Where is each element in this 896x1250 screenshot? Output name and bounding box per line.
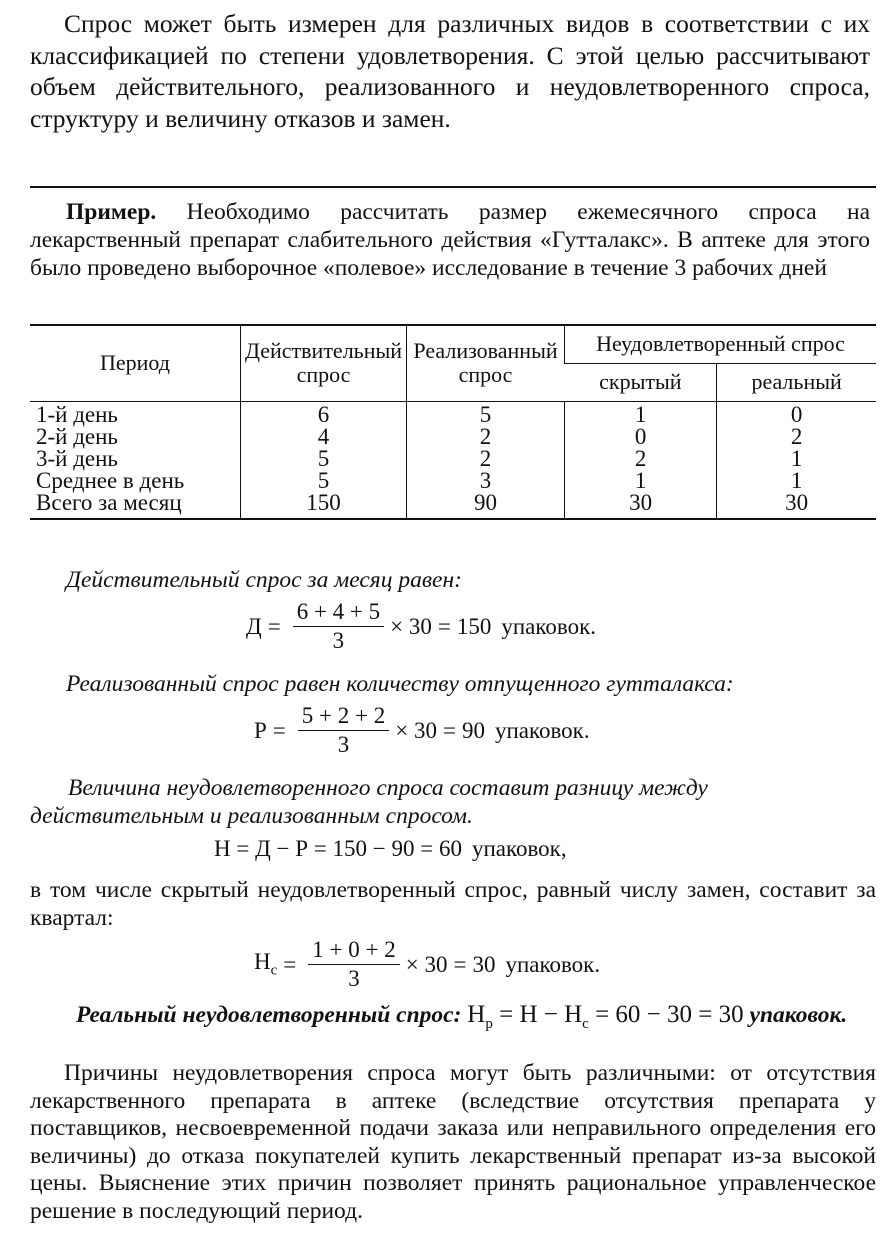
fraction-denominator: 3 — [337, 732, 350, 757]
unsatisfied-demand-formula — [214, 836, 567, 862]
real-demand-lead: Реальный неудовлетворенный спрос: — [76, 1002, 462, 1028]
example-paragraph — [30, 198, 870, 282]
header-real: реальный — [717, 363, 876, 401]
real-column — [717, 401, 876, 519]
actual-column — [240, 401, 406, 519]
table-cell: Среднее в день — [36, 467, 185, 493]
table-cell: 4 — [317, 423, 330, 449]
realized-demand-caption: Реализованный спрос равен количеству отпущенного гутталакса: — [66, 671, 734, 697]
period-column — [30, 401, 240, 519]
formula-multiplier: × 30 — [390, 613, 432, 639]
formula-fraction — [293, 600, 384, 653]
formula-result: 30 — [472, 951, 496, 977]
fraction-denominator: 3 — [348, 966, 360, 991]
realized-column — [407, 401, 565, 519]
table-cell: 3 — [479, 467, 492, 493]
formula-multiplier: × 30 — [405, 951, 448, 977]
table-cell: 1 — [790, 445, 803, 471]
table-cell: 1 — [634, 467, 647, 493]
formula-expression: Н = Д − Р = 150 − 90 = 60 — [214, 836, 462, 861]
table-cell: 1 — [634, 401, 647, 427]
formula-unit: упаковок. — [505, 951, 601, 977]
formula-result: 150 — [456, 613, 492, 639]
table-cell: 2 — [479, 445, 492, 471]
formula-result: 90 — [461, 717, 485, 743]
fraction-numerator: 6 + 4 + 5 — [293, 600, 384, 627]
real-demand-formula: $Н_р = Н - Н_с = 60 - 30 = 30$ — [467, 1001, 744, 1032]
header-hidden: скрытый — [564, 363, 716, 401]
fraction-numerator: 5 + 2 + 2 — [298, 704, 389, 731]
table-cell: 5 — [317, 445, 330, 471]
formula-unit: упаковок. — [494, 717, 590, 743]
header-realized: Реализованный спрос — [407, 325, 565, 401]
actual-demand-formula: Д = $\frac{6 + 4 + 5}{3}$ × 30 = 150 упаковок. — [246, 599, 597, 653]
formula-lhs: $Н_с$ — [254, 949, 278, 979]
table-cell: 2 — [634, 445, 647, 471]
table-cell: 150 — [306, 489, 341, 515]
intro-paragraph: Спрос может быть измерен для различных видов в соответствии с их классификацией по степени удовлетворения. С этой целью рассчитывают объем действительного, реализованного и неудовлетворенного спроса, структуру и величину отказов и замен. — [30, 9, 870, 133]
table-cell: 0 — [790, 401, 803, 427]
table-cell: 1 — [790, 467, 803, 493]
table-cell: 1-й день — [36, 401, 118, 427]
header-unsatisfied: Неудовлетворенный спрос — [564, 325, 876, 363]
realized-demand-formula: Р = $\frac{5 + 2 + 2}{3}$ × 30 = 90 упаковок. — [254, 703, 590, 757]
table-cell: 5 — [479, 401, 492, 427]
table-cell: 30 — [629, 489, 653, 515]
table-cell: 6 — [317, 401, 330, 427]
formula-unit: упаковок, — [471, 836, 567, 861]
table-cell: 2 — [790, 423, 803, 449]
table-cell: 0 — [634, 423, 647, 449]
hidden-column — [564, 401, 716, 519]
formula-multiplier: × 30 — [395, 717, 437, 743]
table-cell: 90 — [474, 489, 498, 515]
table-cell: 30 — [785, 489, 809, 515]
fraction-denominator: 3 — [332, 628, 345, 653]
formula-lhs: Р — [254, 717, 267, 743]
table-cell: 2 — [479, 423, 492, 449]
table-cell: 2-й день — [36, 423, 118, 449]
table-cell: Всего за месяц — [36, 489, 182, 515]
table-cell: 5 — [317, 467, 330, 493]
hidden-demand-formula: $Н_с$ = $\frac{1 + 0 + 2}{3}$ × 30 = 30 упаковок. — [254, 937, 601, 991]
hidden-demand-text: в том числе скрытый неудовлетворенный спрос, равный числу замен, составит за квартал: — [30, 877, 876, 931]
section-divider — [30, 186, 876, 188]
formula-unit: упаковок. — [501, 613, 597, 639]
example-lead: Пример. — [66, 199, 157, 225]
real-demand-unit: упаковок. — [749, 1002, 848, 1028]
causes-paragraph: Причины неудовлетворения спроса могут быть различными: от отсутствия лекарственного препарата в аптеке (вследствие отсутствия препарата у поставщиков, несвоевременной подачи заказа или неправильного определения его величины) до отказа покупателей купить лекарственный препарат из-за высокой цены. Выяснение этих причин позволяет принять рациональное управленческое решение в последующий период. — [30, 1060, 876, 1224]
fraction-numerator: 1 + 0 + 2 — [308, 938, 399, 965]
real-demand-paragraph — [30, 1000, 876, 1039]
example-text: Необходимо рассчитать размер ежемесячного спроса на лекарственный препарат слабительного действия «Гутталакс». В аптеке для этого было проведено выборочное «полевое» исследование в течение 3 рабочих дней — [30, 199, 871, 281]
actual-demand-caption: Действительный спрос за месяц равен: — [66, 567, 462, 593]
unsatisfied-demand-caption: Величина неудовлетворенного спроса составит разницу между действительным и реализованным спросом. — [30, 775, 708, 829]
header-period: Период — [30, 325, 240, 401]
table-cell: 3-й день — [36, 445, 118, 471]
formula-fraction — [308, 938, 399, 991]
formula-subscript: с — [270, 962, 278, 979]
formula-lhs: Д — [246, 613, 262, 639]
table-body-row — [30, 401, 876, 519]
formula-fraction — [298, 704, 389, 757]
header-actual: Действительный спрос — [240, 325, 406, 401]
demand-table — [30, 324, 876, 520]
